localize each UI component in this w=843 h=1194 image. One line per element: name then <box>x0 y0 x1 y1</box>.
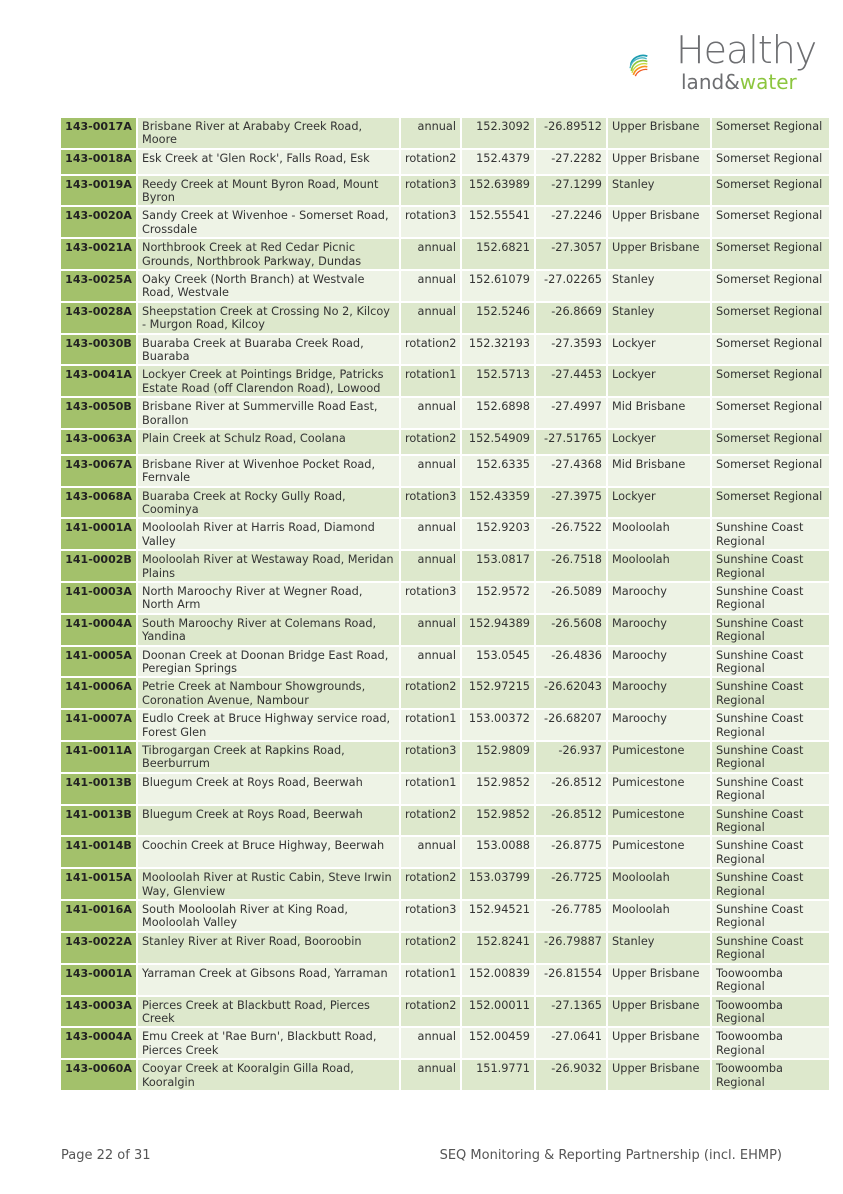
cell-latitude: -26.7522 <box>536 519 608 551</box>
cell-frequency: rotation2 <box>401 678 462 710</box>
cell-latitude: -26.4836 <box>536 647 608 679</box>
cell-site-id: 141-0016A <box>61 901 138 933</box>
cell-latitude: -26.8512 <box>536 774 608 806</box>
cell-latitude: -26.937 <box>536 742 608 774</box>
cell-latitude: -26.8512 <box>536 806 608 838</box>
cell-longitude: 152.9572 <box>462 583 536 615</box>
cell-catchment: Upper Brisbane <box>608 965 712 997</box>
table-row <box>61 806 829 838</box>
cell-frequency: rotation1 <box>401 710 462 742</box>
cell-council: Somerset Regional <box>712 271 829 303</box>
cell-frequency: rotation2 <box>401 335 462 367</box>
table-row <box>61 488 829 520</box>
cell-longitude: 152.63989 <box>462 176 536 208</box>
cell-latitude: -27.1365 <box>536 997 608 1029</box>
table-row <box>61 303 829 335</box>
cell-longitude: 153.0088 <box>462 837 536 869</box>
cell-longitude: 152.32193 <box>462 335 536 367</box>
cell-site-name: South Mooloolah River at King Road, Mooloolah Valley <box>138 901 401 933</box>
footer-org: SEQ Monitoring & Reporting Partnership (incl. EHMP) <box>439 1148 782 1163</box>
table-row <box>61 239 829 271</box>
cell-latitude: -26.7725 <box>536 869 608 901</box>
cell-site-name: Lockyer Creek at Pointings Bridge, Patricks Estate Road (off Clarendon Road), Lowood <box>138 366 401 398</box>
table-row <box>61 615 829 647</box>
cell-catchment: Maroochy <box>608 647 712 679</box>
cell-council: Sunshine Coast Regional <box>712 901 829 933</box>
cell-site-id: 141-0002B <box>61 551 138 583</box>
cell-council: Somerset Regional <box>712 456 829 488</box>
table-row <box>61 710 829 742</box>
cell-site-name: Yarraman Creek at Gibsons Road, Yarraman <box>138 965 401 997</box>
cell-longitude: 152.9852 <box>462 774 536 806</box>
cell-site-id: 141-0007A <box>61 710 138 742</box>
cell-catchment: Pumicestone <box>608 837 712 869</box>
table-body <box>61 118 829 1092</box>
cell-latitude: -27.2246 <box>536 207 608 239</box>
cell-latitude: -26.79887 <box>536 933 608 965</box>
cell-site-id: 143-0004A <box>61 1028 138 1060</box>
cell-council: Somerset Regional <box>712 150 829 176</box>
cell-latitude: -26.62043 <box>536 678 608 710</box>
cell-frequency: annual <box>401 519 462 551</box>
cell-frequency: rotation2 <box>401 430 462 456</box>
cell-site-name: Pierces Creek at Blackbutt Road, Pierces Creek <box>138 997 401 1029</box>
cell-latitude: -27.02265 <box>536 271 608 303</box>
cell-site-name: Sandy Creek at Wivenhoe - Somerset Road, Crossdale <box>138 207 401 239</box>
cell-council: Sunshine Coast Regional <box>712 647 829 679</box>
cell-longitude: 152.6898 <box>462 398 536 430</box>
cell-site-name: Buaraba Creek at Rocky Gully Road, Coominya <box>138 488 401 520</box>
cell-site-name: Reedy Creek at Mount Byron Road, Mount Byron <box>138 176 401 208</box>
cell-council: Somerset Regional <box>712 430 829 456</box>
table-row <box>61 551 829 583</box>
cell-site-name: Stanley River at River Road, Booroobin <box>138 933 401 965</box>
cell-latitude: -26.5089 <box>536 583 608 615</box>
table-row <box>61 366 829 398</box>
cell-frequency: rotation2 <box>401 933 462 965</box>
cell-catchment: Pumicestone <box>608 774 712 806</box>
cell-latitude: -27.4997 <box>536 398 608 430</box>
cell-council: Sunshine Coast Regional <box>712 519 829 551</box>
cell-site-id: 141-0011A <box>61 742 138 774</box>
cell-site-name: Mooloolah River at Harris Road, Diamond Valley <box>138 519 401 551</box>
cell-catchment: Lockyer <box>608 366 712 398</box>
cell-frequency: rotation3 <box>401 488 462 520</box>
cell-catchment: Mid Brisbane <box>608 456 712 488</box>
cell-longitude: 152.54909 <box>462 430 536 456</box>
cell-site-id: 143-0025A <box>61 271 138 303</box>
cell-catchment: Upper Brisbane <box>608 1028 712 1060</box>
cell-catchment: Upper Brisbane <box>608 239 712 271</box>
cell-site-name: Buaraba Creek at Buaraba Creek Road, Buaraba <box>138 335 401 367</box>
table-row <box>61 430 829 456</box>
cell-council: Somerset Regional <box>712 303 829 335</box>
cell-frequency: rotation3 <box>401 583 462 615</box>
cell-site-id: 143-0060A <box>61 1060 138 1092</box>
cell-site-id: 143-0017A <box>61 118 138 150</box>
cell-council: Somerset Regional <box>712 335 829 367</box>
cell-latitude: -27.0641 <box>536 1028 608 1060</box>
cell-site-id: 141-0001A <box>61 519 138 551</box>
cell-longitude: 152.94389 <box>462 615 536 647</box>
table-row <box>61 997 829 1029</box>
cell-longitude: 152.9809 <box>462 742 536 774</box>
cell-council: Sunshine Coast Regional <box>712 678 829 710</box>
cell-latitude: -26.8775 <box>536 837 608 869</box>
table-row <box>61 271 829 303</box>
cell-council: Sunshine Coast Regional <box>712 933 829 965</box>
cell-site-id: 141-0006A <box>61 678 138 710</box>
cell-site-name: Tibrogargan Creek at Rapkins Road, Beerburrum <box>138 742 401 774</box>
cell-council: Somerset Regional <box>712 398 829 430</box>
cell-frequency: rotation2 <box>401 806 462 838</box>
cell-latitude: -27.2282 <box>536 150 608 176</box>
cell-longitude: 152.97215 <box>462 678 536 710</box>
table-row <box>61 742 829 774</box>
cell-frequency: rotation3 <box>401 207 462 239</box>
cell-frequency: rotation1 <box>401 965 462 997</box>
cell-site-name: North Maroochy River at Wegner Road, North Arm <box>138 583 401 615</box>
cell-site-id: 141-0003A <box>61 583 138 615</box>
cell-frequency: annual <box>401 615 462 647</box>
cell-longitude: 151.9771 <box>462 1060 536 1092</box>
cell-site-name: Brisbane River at Summerville Road East, Borallon <box>138 398 401 430</box>
table-row <box>61 965 829 997</box>
cell-latitude: -27.3975 <box>536 488 608 520</box>
cell-council: Sunshine Coast Regional <box>712 869 829 901</box>
table-row <box>61 176 829 208</box>
cell-catchment: Maroochy <box>608 615 712 647</box>
cell-site-name: Plain Creek at Schulz Road, Coolana <box>138 430 401 456</box>
table-row <box>61 519 829 551</box>
cell-catchment: Lockyer <box>608 430 712 456</box>
cell-site-name: South Maroochy River at Colemans Road, Yandina <box>138 615 401 647</box>
cell-council: Somerset Regional <box>712 239 829 271</box>
cell-frequency: annual <box>401 1028 462 1060</box>
cell-site-id: 143-0030B <box>61 335 138 367</box>
cell-latitude: -27.4453 <box>536 366 608 398</box>
table-row <box>61 1060 829 1092</box>
page-number: Page 22 of 31 <box>61 1148 151 1163</box>
cell-longitude: 152.61079 <box>462 271 536 303</box>
monitoring-sites-table <box>61 118 829 1092</box>
cell-catchment: Pumicestone <box>608 742 712 774</box>
table-row <box>61 869 829 901</box>
cell-frequency: rotation3 <box>401 901 462 933</box>
cell-latitude: -26.9032 <box>536 1060 608 1092</box>
cell-catchment: Maroochy <box>608 710 712 742</box>
cell-site-name: Esk Creek at 'Glen Rock', Falls Road, Esk <box>138 150 401 176</box>
cell-latitude: -26.7785 <box>536 901 608 933</box>
cell-site-name: Mooloolah River at Westaway Road, Meridan Plains <box>138 551 401 583</box>
cell-site-id: 141-0013B <box>61 774 138 806</box>
table-row <box>61 118 829 150</box>
cell-frequency: annual <box>401 239 462 271</box>
cell-latitude: -27.4368 <box>536 456 608 488</box>
cell-catchment: Upper Brisbane <box>608 207 712 239</box>
logo-land-water: land&water <box>681 70 797 94</box>
cell-latitude: -26.7518 <box>536 551 608 583</box>
cell-frequency: rotation3 <box>401 176 462 208</box>
cell-site-id: 143-0063A <box>61 430 138 456</box>
cell-council: Toowoomba Regional <box>712 1028 829 1060</box>
cell-longitude: 153.03799 <box>462 869 536 901</box>
table-row <box>61 335 829 367</box>
cell-latitude: -26.89512 <box>536 118 608 150</box>
cell-site-id: 143-0067A <box>61 456 138 488</box>
cell-longitude: 153.00372 <box>462 710 536 742</box>
cell-council: Sunshine Coast Regional <box>712 615 829 647</box>
cell-site-id: 141-0014B <box>61 837 138 869</box>
cell-site-name: Coochin Creek at Bruce Highway, Beerwah <box>138 837 401 869</box>
cell-catchment: Mooloolah <box>608 551 712 583</box>
cell-site-name: Bluegum Creek at Roys Road, Beerwah <box>138 774 401 806</box>
cell-council: Somerset Regional <box>712 176 829 208</box>
cell-catchment: Maroochy <box>608 678 712 710</box>
table-row <box>61 583 829 615</box>
cell-site-id: 141-0013B <box>61 806 138 838</box>
cell-catchment: Upper Brisbane <box>608 1060 712 1092</box>
cell-latitude: -26.8669 <box>536 303 608 335</box>
cell-catchment: Lockyer <box>608 335 712 367</box>
cell-frequency: annual <box>401 271 462 303</box>
cell-council: Sunshine Coast Regional <box>712 774 829 806</box>
cell-council: Somerset Regional <box>712 207 829 239</box>
cell-latitude: -26.81554 <box>536 965 608 997</box>
cell-site-name: Doonan Creek at Doonan Bridge East Road, Peregian Springs <box>138 647 401 679</box>
cell-site-name: Brisbane River at Wivenhoe Pocket Road, Fernvale <box>138 456 401 488</box>
cell-frequency: rotation1 <box>401 366 462 398</box>
cell-frequency: rotation3 <box>401 742 462 774</box>
cell-longitude: 153.0817 <box>462 551 536 583</box>
cell-frequency: annual <box>401 303 462 335</box>
cell-longitude: 152.3092 <box>462 118 536 150</box>
cell-longitude: 152.55541 <box>462 207 536 239</box>
cell-catchment: Stanley <box>608 933 712 965</box>
cell-site-name: Northbrook Creek at Red Cedar Picnic Grounds, Northbrook Parkway, Dundas <box>138 239 401 271</box>
cell-frequency: rotation1 <box>401 774 462 806</box>
cell-latitude: -27.3593 <box>536 335 608 367</box>
cell-frequency: rotation2 <box>401 869 462 901</box>
cell-frequency: annual <box>401 1060 462 1092</box>
cell-longitude: 152.00011 <box>462 997 536 1029</box>
cell-site-id: 143-0020A <box>61 207 138 239</box>
cell-catchment: Maroochy <box>608 583 712 615</box>
cell-frequency: annual <box>401 456 462 488</box>
cell-site-name: Oaky Creek (North Branch) at Westvale Road, Westvale <box>138 271 401 303</box>
cell-site-id: 143-0018A <box>61 150 138 176</box>
cell-catchment: Upper Brisbane <box>608 150 712 176</box>
cell-site-name: Bluegum Creek at Roys Road, Beerwah <box>138 806 401 838</box>
cell-longitude: 152.00839 <box>462 965 536 997</box>
cell-catchment: Stanley <box>608 176 712 208</box>
cell-catchment: Mid Brisbane <box>608 398 712 430</box>
cell-site-id: 143-0050B <box>61 398 138 430</box>
table-row <box>61 456 829 488</box>
cell-catchment: Upper Brisbane <box>608 997 712 1029</box>
cell-site-name: Sheepstation Creek at Crossing No 2, Kilcoy - Murgon Road, Kilcoy <box>138 303 401 335</box>
cell-council: Somerset Regional <box>712 488 829 520</box>
cell-longitude: 152.6821 <box>462 239 536 271</box>
cell-council: Sunshine Coast Regional <box>712 742 829 774</box>
cell-site-name: Brisbane River at Arababy Creek Road, Moore <box>138 118 401 150</box>
cell-frequency: annual <box>401 398 462 430</box>
cell-frequency: annual <box>401 837 462 869</box>
table-row <box>61 150 829 176</box>
cell-longitude: 152.00459 <box>462 1028 536 1060</box>
cell-site-id: 143-0021A <box>61 239 138 271</box>
cell-site-name: Petrie Creek at Nambour Showgrounds, Coronation Avenue, Nambour <box>138 678 401 710</box>
cell-site-id: 143-0022A <box>61 933 138 965</box>
cell-council: Sunshine Coast Regional <box>712 710 829 742</box>
cell-frequency: annual <box>401 647 462 679</box>
cell-frequency: annual <box>401 551 462 583</box>
cell-catchment: Stanley <box>608 303 712 335</box>
table-row <box>61 207 829 239</box>
cell-site-id: 143-0001A <box>61 965 138 997</box>
cell-site-name: Mooloolah River at Rustic Cabin, Steve Irwin Way, Glenview <box>138 869 401 901</box>
cell-longitude: 152.6335 <box>462 456 536 488</box>
cell-site-name: Eudlo Creek at Bruce Highway service road, Forest Glen <box>138 710 401 742</box>
cell-longitude: 152.5246 <box>462 303 536 335</box>
cell-council: Sunshine Coast Regional <box>712 837 829 869</box>
cell-council: Somerset Regional <box>712 366 829 398</box>
cell-frequency: rotation2 <box>401 150 462 176</box>
cell-latitude: -27.51765 <box>536 430 608 456</box>
cell-council: Toowoomba Regional <box>712 965 829 997</box>
cell-longitude: 152.94521 <box>462 901 536 933</box>
cell-site-id: 143-0041A <box>61 366 138 398</box>
table-row <box>61 837 829 869</box>
cell-catchment: Stanley <box>608 271 712 303</box>
table-row <box>61 678 829 710</box>
cell-longitude: 152.9203 <box>462 519 536 551</box>
cell-latitude: -26.5608 <box>536 615 608 647</box>
cell-frequency: rotation2 <box>401 997 462 1029</box>
cell-catchment: Mooloolah <box>608 519 712 551</box>
cell-catchment: Upper Brisbane <box>608 118 712 150</box>
cell-catchment: Pumicestone <box>608 806 712 838</box>
cell-council: Sunshine Coast Regional <box>712 551 829 583</box>
cell-longitude: 152.8241 <box>462 933 536 965</box>
table-row <box>61 933 829 965</box>
cell-site-id: 143-0028A <box>61 303 138 335</box>
cell-longitude: 152.4379 <box>462 150 536 176</box>
cell-latitude: -27.1299 <box>536 176 608 208</box>
cell-site-id: 143-0068A <box>61 488 138 520</box>
cell-council: Sunshine Coast Regional <box>712 806 829 838</box>
cell-council: Sunshine Coast Regional <box>712 583 829 615</box>
table-row <box>61 901 829 933</box>
cell-frequency: annual <box>401 118 462 150</box>
cell-catchment: Mooloolah <box>608 869 712 901</box>
cell-site-id: 141-0004A <box>61 615 138 647</box>
cell-site-id: 141-0015A <box>61 869 138 901</box>
cell-site-id: 141-0005A <box>61 647 138 679</box>
cell-council: Toowoomba Regional <box>712 997 829 1029</box>
cell-site-id: 143-0019A <box>61 176 138 208</box>
table-row <box>61 398 829 430</box>
cell-site-name: Cooyar Creek at Kooralgin Gilla Road, Kooralgin <box>138 1060 401 1092</box>
cell-council: Toowoomba Regional <box>712 1060 829 1092</box>
logo-healthy: Healthy <box>676 28 817 72</box>
cell-catchment: Mooloolah <box>608 901 712 933</box>
cell-longitude: 152.5713 <box>462 366 536 398</box>
table-row <box>61 774 829 806</box>
cell-latitude: -26.68207 <box>536 710 608 742</box>
cell-longitude: 153.0545 <box>462 647 536 679</box>
cell-latitude: -27.3057 <box>536 239 608 271</box>
cell-site-name: Emu Creek at 'Rae Burn', Blackbutt Road, Pierces Creek <box>138 1028 401 1060</box>
cell-council: Somerset Regional <box>712 118 829 150</box>
table-row <box>61 1028 829 1060</box>
cell-longitude: 152.43359 <box>462 488 536 520</box>
cell-longitude: 152.9852 <box>462 806 536 838</box>
table-row <box>61 647 829 679</box>
cell-site-id: 143-0003A <box>61 997 138 1029</box>
cell-catchment: Lockyer <box>608 488 712 520</box>
